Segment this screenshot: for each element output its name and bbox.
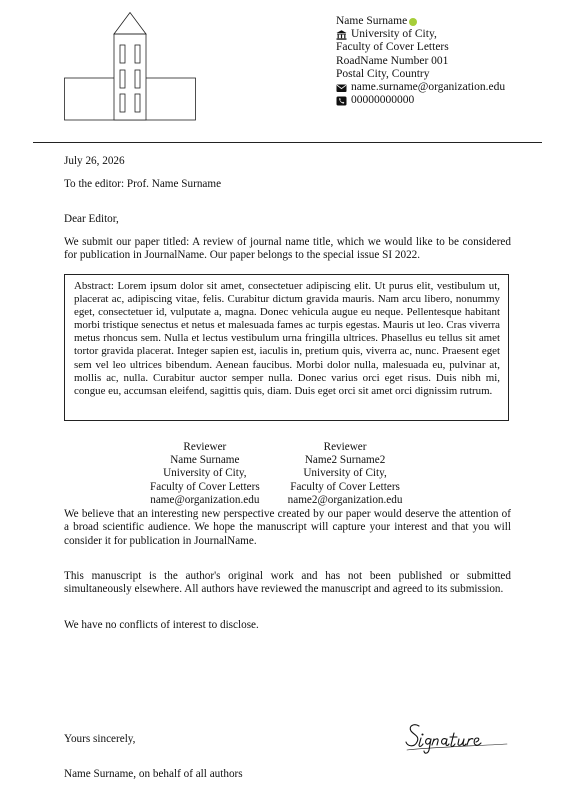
institution-logo — [64, 12, 196, 122]
header-divider — [33, 142, 542, 143]
sender-postal: Postal City, Country — [336, 67, 430, 80]
orcid-icon[interactable] — [409, 18, 417, 26]
reviewer-list — [150, 441, 402, 507]
abstract-text: Abstract: Lorem ipsum dolor sit amet, consectetuer adipiscing elit. Ut purus elit, vestibulum ut, placerat ac, adipiscing vitae, felis. Curabitur dictum gravida mauris. Nam arcu libero, nonummy eget, consectetuer id, vulputate a, magna. Donec vehicula augue eu neque. Pellentesque habitant morbi tristique senectus et netus et malesuada fames ac turpis egestas. Mauris ut leo. Cras viverra metus rhoncus sem. Nulla et lectus vestibulum urna fringilla ultrices. Phasellus eu tellus sit amet tortor gravida placerat. Integer sapien est, iaculis in, pretium quis, viverra ac, nunc. Praesent eget sem vel leo ultrices bibendum. Aenean faucibus. Morbi dolor nulla, malesuada eu, pulvinar at, mollis ac, nulla. Curabitur auctor semper nulla. Donec varius orci eget risus. Duis nibh mi, congue eu, accumsan eleifend, sagittis quis, diam. Duis eget orci sit amet orci dignissim rutrum. — [74, 280, 500, 397]
letter-recipient: To the editor: Prof. Name Surname — [64, 178, 222, 190]
university-icon — [336, 30, 347, 40]
signature-image — [405, 720, 509, 756]
reviewer-institution: University of City, — [163, 467, 247, 480]
abstract-box — [64, 274, 509, 421]
closing: Yours sincerely, — [64, 733, 136, 745]
signoff: Name Surname, on behalf of all authors — [64, 768, 243, 780]
sender-name: Name Surname — [336, 15, 408, 27]
interest-paragraph: We believe that an interesting new perspective created by our paper would deserve the attention of a broad scientific audience. We hope the manuscript will capture your interest and that you will consider it for publication in JournalName. — [64, 508, 511, 547]
reviewer-institution: University of City, — [303, 467, 387, 480]
sender-phone: 00000000000 — [351, 94, 415, 107]
conflicts-paragraph: We have no conflicts of interest to disclose. — [64, 619, 259, 631]
reviewer-name: Name2 Surname2 — [304, 454, 386, 467]
sender-address — [336, 15, 505, 107]
sender-institution: University of City, — [351, 28, 437, 41]
envelope-icon — [336, 83, 347, 93]
reviewer-name: Name Surname — [170, 454, 240, 467]
reviewer-1 — [150, 441, 260, 507]
reviewer-faculty: Faculty of Cover Letters — [150, 480, 260, 493]
reviewer-heading: Reviewer — [323, 441, 367, 453]
reviewer-2 — [288, 441, 403, 507]
phone-icon — [336, 96, 347, 106]
reviewer-heading: Reviewer — [183, 441, 227, 453]
sender-faculty: Faculty of Cover Letters — [336, 41, 449, 54]
reviewer-faculty: Faculty of Cover Letters — [290, 480, 400, 493]
intro-paragraph: We submit our paper titled: A review of journal name title, which we would like to be considered for publication in JournalName. Our paper belongs to the special issue SI 2022. — [64, 236, 511, 262]
salutation: Dear Editor, — [64, 213, 119, 225]
originality-paragraph: This manuscript is the author's original work and has not been published or submitted simultaneously elsewhere. All authors have reviewed the manuscript and agreed to its submission. — [64, 570, 511, 596]
sender-email[interactable]: name.surname@organization.edu — [351, 81, 506, 94]
letter-date: July 26, 2026 — [64, 155, 125, 167]
reviewer-email[interactable]: name2@organization.edu — [287, 493, 403, 506]
reviewer-email[interactable]: name@organization.edu — [150, 493, 260, 506]
sender-road: RoadName Number 001 — [336, 54, 449, 67]
